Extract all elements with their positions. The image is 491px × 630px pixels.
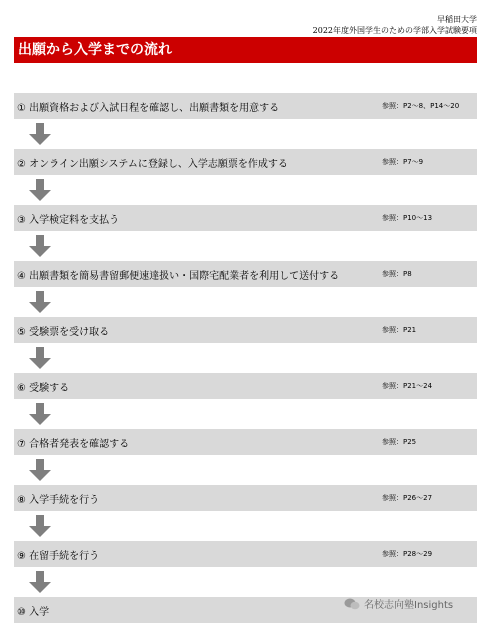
step-reference: 参照：P28～29: [382, 550, 433, 558]
down-arrow-icon: [29, 179, 51, 201]
watermark-text: 名校志向塾Insights: [364, 600, 454, 611]
page-title: 出願から入学までの流れ: [14, 37, 477, 63]
document-header: [313, 14, 477, 36]
down-arrow-icon: [29, 291, 51, 313]
step-label: ⑦ 合格者発表を確認する: [17, 438, 130, 450]
down-arrow-icon: [29, 515, 51, 537]
step-label: ⑨ 在留手続を行う: [17, 550, 100, 562]
step-reference: 参照：P10～13: [382, 214, 433, 222]
step-2: [14, 149, 477, 175]
step-reference: 参照：P21: [382, 326, 417, 334]
step-label: ⑩ 入学: [17, 606, 50, 618]
step-3: [14, 205, 477, 231]
step-reference: 参照：P26～27: [382, 494, 433, 502]
step-7: [14, 429, 477, 455]
step-label: ③ 入学検定料を支払う: [17, 214, 120, 226]
flow-steps: [14, 93, 477, 623]
document-title: 2022年度外国学生のための学部入学試験要項: [312, 26, 477, 35]
down-arrow-icon: [29, 571, 51, 593]
step-label: ④ 出願書類を簡易書留郵便速達扱い・国際宅配業者を利用して送付する: [17, 270, 340, 282]
step-reference: 参照：P21～24: [382, 382, 433, 390]
university-name: 早稲田大学: [437, 15, 477, 24]
down-arrow-icon: [29, 123, 51, 145]
watermark: [344, 596, 453, 611]
step-label: ⑤ 受験票を受け取る: [17, 326, 110, 338]
down-arrow-icon: [29, 459, 51, 481]
step-label: ⑥ 受験する: [17, 382, 70, 394]
step-6: [14, 373, 477, 399]
step-5: [14, 317, 477, 343]
step-reference: 参照：P25: [382, 438, 417, 446]
step-label: ⑧ 入学手続を行う: [17, 494, 100, 506]
step-8: [14, 485, 477, 511]
chat-bubbles-icon: [344, 598, 360, 610]
step-label: ② オンライン出願システムに登録し、入学志願票を作成する: [17, 158, 288, 170]
down-arrow-icon: [29, 347, 51, 369]
down-arrow-icon: [29, 235, 51, 257]
step-reference: 参照：P7～9: [382, 158, 424, 166]
step-reference: 参照：P8: [382, 270, 412, 278]
step-9: [14, 541, 477, 567]
step-4: [14, 261, 477, 287]
down-arrow-icon: [29, 403, 51, 425]
step-label: ① 出願資格および入試日程を確認し、出願書類を用意する: [17, 102, 280, 114]
step-1: [14, 93, 477, 119]
step-reference: 参照：P2～8、P14～20: [382, 102, 460, 110]
